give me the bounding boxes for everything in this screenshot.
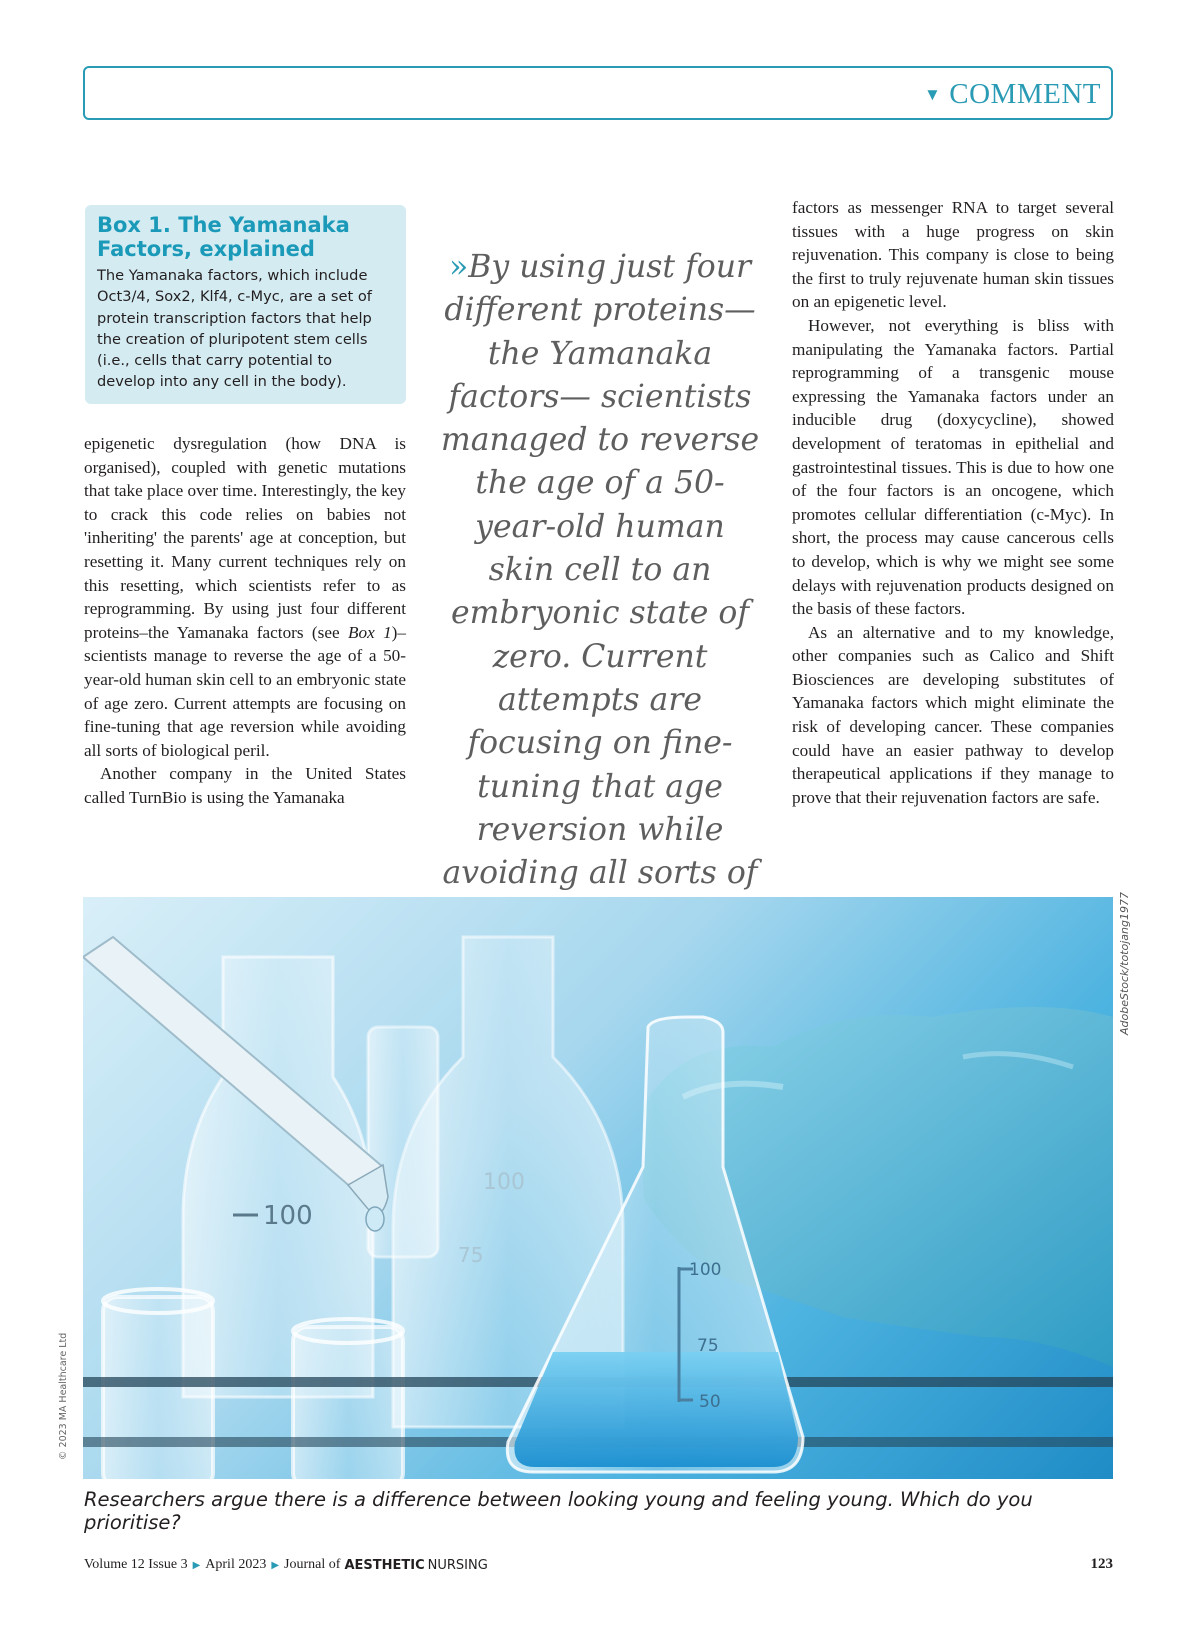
copyright-notice: © 2023 MA Healthcare Ltd (58, 1332, 69, 1460)
beaker-back-marking: 100 (483, 1170, 525, 1195)
page-number: 123 (1090, 1556, 1113, 1572)
triangle-right-icon: ▶ (192, 1559, 201, 1571)
section-header-bar (83, 66, 1113, 120)
flask-marking-75: 75 (697, 1336, 719, 1356)
triangle-down-icon: ▼ (923, 84, 942, 104)
sidebar-box (85, 205, 406, 404)
paragraph (84, 432, 406, 762)
section-name: COMMENT (949, 78, 1101, 110)
box-text: The Yamanaka factors, which include Oct3/4, Sox2, Klf4, c-Myc, are a set of protein transcription factors that help the creation of pluripotent stem cells (i.e., cells that carry potential to develop into any cell in the body). (97, 267, 372, 391)
photo-credit: AdobeStock/totojang1977 (1118, 892, 1131, 1035)
paragraph: Another company in the United States called TurnBio is using the Yamanaka (84, 764, 406, 807)
triangle-right-icon: ▶ (271, 1559, 280, 1571)
box-reference-link[interactable]: Box 1 (347, 622, 392, 642)
photo-caption: Researchers argue there is a difference between looking young and feeling young. Which do you prioritise? (84, 1488, 1033, 1534)
beaker-left-marking: 100 (263, 1201, 313, 1231)
flask-marking-50: 50 (699, 1392, 721, 1412)
journal-prefix: Journal of (284, 1557, 341, 1572)
flask-liquid (514, 1352, 798, 1467)
flask-marking-100: 100 (689, 1260, 722, 1280)
beaker-back-marking-2: 75 (458, 1243, 484, 1267)
text-run: )–scientists manage to reverse the age of a 50-year-old human skin cell to an embryonic state of age zero. Current attempts are focusing on fine-tuning that age reversion while avoiding all sorts of biological peril. (84, 622, 406, 760)
liquid-drop (366, 1207, 384, 1231)
paragraph: factors as messenger RNA to target several tissues with a huge progress on skin rejuvenation. This company is close to being the first to truly rejuvenate human skin tissues on an epigenetic level. (792, 198, 1114, 312)
volume-issue: Volume 12 Issue 3 (84, 1557, 188, 1572)
column-right (792, 196, 1114, 809)
pull-quote-text: By using just four different proteins— the Yamanaka factors— scientists managed to reverse the age of a 50-year-old human skin cell to an embryonic state of zero. Current attempts are focusing on fine-tuning that age reversion while avoiding all sorts of (440, 249, 760, 892)
lab-photo-illustration (83, 897, 1113, 1479)
column-left (84, 432, 406, 810)
paragraph: However, not everything is bliss with manipulating the Yamanaka factors. Partial reprogramming of a transgenic mouse expressing the Yamanaka factors under an inducible drug (doxycycline), showed development of teratomas in epithelial and gastrointestinal tissues. This is due to how one of the four factors is an oncogene, which promotes cellular differentiation (c-Myc). In short, the process may cause cancerous cells to develop, which is why we might see some delays with rejuvenation products designed on the basis of these factors. (792, 315, 1114, 619)
page-footer (84, 1557, 488, 1573)
quote-open-mark: » (448, 249, 469, 285)
pull-quote (440, 246, 760, 939)
paragraph: As an alternative and to my knowledge, other companies such as Calico and Shift Biosciences are developing substitutes of Yamanaka factors which might eliminate the risk of developing cancer. These companies could have an easier pathway to develop therapeutical applications if they manage to prove that their rejuvenation factors are safe. (792, 622, 1114, 807)
issue-date: April 2023 (205, 1557, 267, 1572)
text-run: epigenetic dysregulation (how DNA is organised), coupled with genetic mutations that take place over time. Interestingly, the key to crack this code relies on babies not 'inheriting' the parents' age at conception, but resetting it. Many current techniques rely on this resetting, which scientists refer to as reprogramming. By using just four different proteins–the Yamanaka factors (see (84, 434, 406, 642)
section-label (924, 78, 1101, 111)
journal-name-suffix: NURSING (427, 1557, 488, 1573)
lab-photo (83, 897, 1113, 1479)
box-title: Box 1. The Yamanaka Factors, explained (97, 213, 350, 261)
journal-name-bold: AESTHETIC (344, 1557, 425, 1573)
